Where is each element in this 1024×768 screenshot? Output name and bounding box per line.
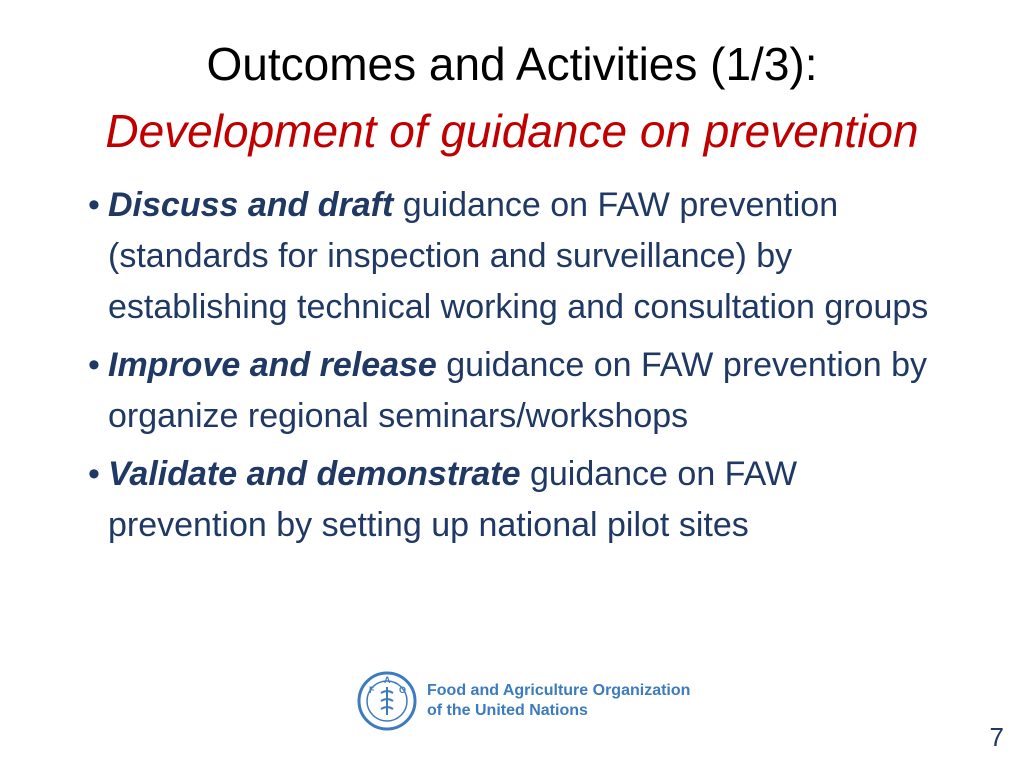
bullet-dot-icon: • [88,186,100,224]
bullet-item [88,340,948,442]
bullet-text: guidance on FAW prevention by organize regional seminars/workshops [108,346,927,435]
bullet-dot-icon: • [88,455,100,493]
bullet-item [88,180,948,333]
slide-subtitle: Development of guidance on prevention [105,105,919,157]
page-number: 7 [989,722,1004,752]
logo-line-1: Food and Agriculture Organization [427,682,691,699]
logo-line-2: of the United Nations [427,702,588,719]
bullet-lead: Discuss and draft [108,186,394,224]
fao-logo [357,671,690,731]
bullet-text: guidance on FAW prevention by setting up national pilot sites [108,455,798,544]
bullet-text: guidance on FAW prevention (standards for inspection and surveillance) by establishing technical working and consultation groups [108,186,929,326]
fao-emblem-icon [357,671,417,731]
svg-text:O: O [399,685,407,695]
bullet-list [88,180,948,558]
bullet-lead: Validate and demonstrate [108,455,521,493]
svg-text:F: F [369,685,375,695]
bullet-lead: Improve and release [108,346,437,384]
svg-text:A: A [384,675,391,685]
bullet-item [88,449,948,551]
bullet-dot-icon: • [88,346,100,384]
logo-wordmark [427,681,690,721]
slide-title: Outcomes and Activities (1/3): [206,38,818,90]
